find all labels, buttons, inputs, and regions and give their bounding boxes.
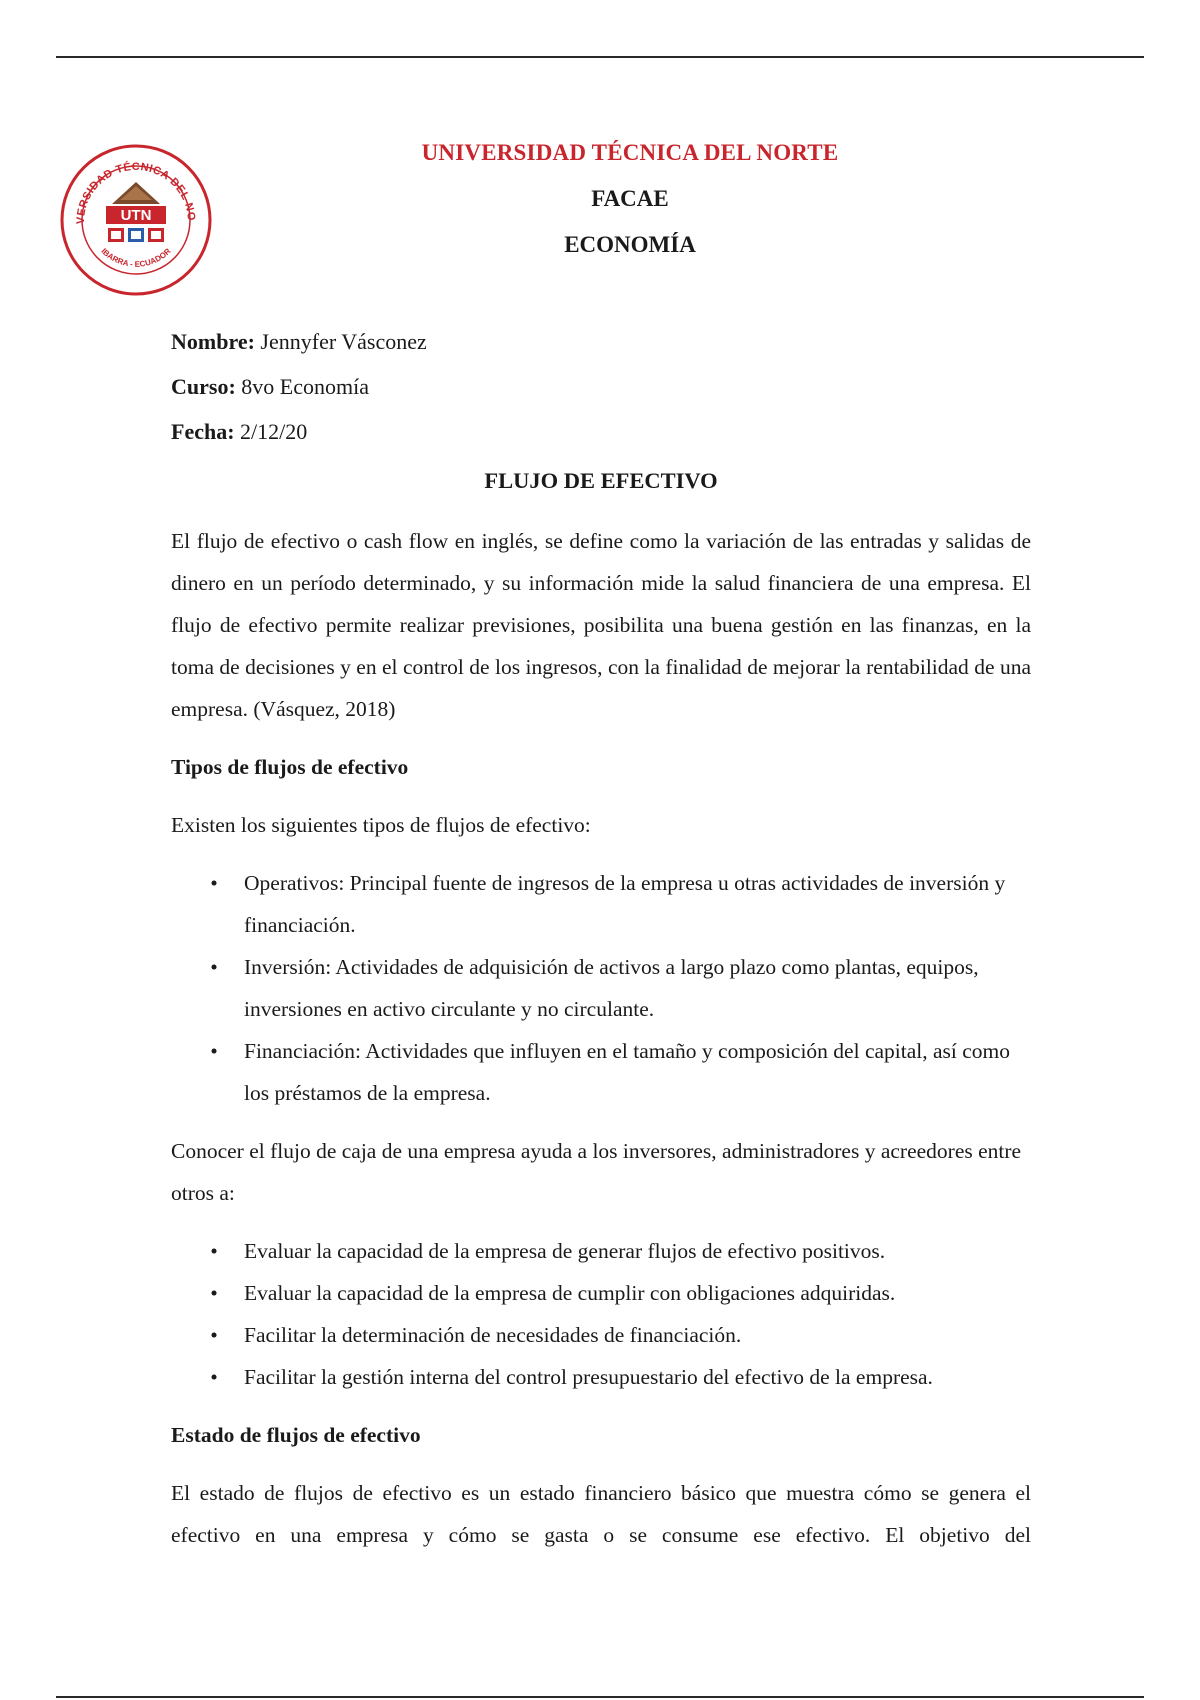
logo-arc-text: VERSIDAD TÉCNICA DEL NO	[74, 161, 198, 225]
course-value: 8vo Economía	[235, 374, 369, 399]
name-label: Nombre:	[171, 329, 255, 354]
date-row	[171, 416, 427, 461]
date-value: 2/12/20	[234, 419, 308, 444]
list-item	[171, 1230, 1031, 1272]
document-header	[330, 138, 930, 276]
list-item-text: Facilitar la gestión interna del control presupuestario del efectivo de la empresa.	[244, 1365, 933, 1389]
benefits-list	[171, 1230, 1031, 1398]
student-info	[171, 326, 427, 461]
career-name: ECONOMÍA	[564, 232, 696, 257]
list-item	[171, 862, 1031, 946]
date-label: Fecha:	[171, 419, 235, 444]
list-item-text: Operativos: Principal fuente de ingresos de la empresa u otras actividades de inversión y financiación.	[244, 871, 1006, 937]
utn-logo	[58, 142, 214, 298]
list-item-text: Inversión: Actividades de adquisición de activos a largo plazo como plantas, equipos, inversiones en activo circulante y no circulante.	[244, 955, 979, 1021]
course-label: Curso:	[171, 374, 236, 399]
bullet-icon: •	[210, 1281, 218, 1305]
top-rule	[56, 56, 1144, 58]
course-row	[171, 371, 427, 416]
document-body	[171, 520, 1031, 1556]
types-lead: Existen los siguientes tipos de flujos de efectivo:	[171, 813, 591, 837]
document-title: FLUJO DE EFECTIVO	[484, 468, 718, 493]
bullet-icon: •	[210, 1039, 218, 1063]
bullet-icon: •	[210, 1323, 218, 1347]
section-heading-types: Tipos de flujos de efectivo	[171, 755, 409, 779]
list-item-text: Financiación: Actividades que influyen en el tamaño y composición del capital, así como los préstamos de la empresa.	[244, 1039, 1011, 1105]
logo-acronym: UTN	[120, 207, 152, 224]
benefits-lead: Conocer el flujo de caja de una empresa ayuda a los inversores, administradores y acreedores entre otros a:	[171, 1139, 1022, 1205]
list-item	[171, 1272, 1031, 1314]
university-name: UNIVERSIDAD TÉCNICA DEL NORTE	[421, 140, 839, 165]
name-value: Jennyfer Vásconez	[254, 329, 427, 354]
list-item-text: Facilitar la determinación de necesidades de financiación.	[244, 1323, 742, 1347]
logo-bottom-text: IBARRA - ECUADOR	[99, 246, 173, 269]
section-heading-statement: Estado de flujos de efectivo	[171, 1423, 421, 1447]
bullet-icon: •	[210, 871, 218, 895]
list-item	[171, 946, 1031, 1030]
list-item	[171, 1030, 1031, 1114]
name-row	[171, 326, 427, 371]
bottom-rule	[56, 1696, 1144, 1698]
list-item	[171, 1314, 1031, 1356]
bullet-icon: •	[210, 1365, 218, 1389]
intro-paragraph: El flujo de efectivo o cash flow en inglés, se define como la variación de las entradas y salidas de dinero en un período determinado, y su información mide la salud financiera de una empresa. El flujo de efectivo permite realizar previsiones, posibilita una buena gestión en las finanzas, en la toma de decisiones y en el control de los ingresos, con la finalidad de mejorar la rentabilidad de una empresa. (Vásquez, 2018)	[171, 529, 1031, 721]
bullet-icon: •	[210, 1239, 218, 1263]
list-item	[171, 1356, 1031, 1398]
list-item-text: Evaluar la capacidad de la empresa de cumplir con obligaciones adquiridas.	[244, 1281, 896, 1305]
faculty-name: FACAE	[591, 186, 669, 211]
types-list	[171, 862, 1031, 1114]
list-item-text: Evaluar la capacidad de la empresa de generar flujos de efectivo positivos.	[244, 1239, 886, 1263]
statement-paragraph: El estado de flujos de efectivo es un estado financiero básico que muestra cómo se genera el efectivo en una empresa y cómo se gasta o se consume ese efectivo. El objetivo del	[171, 1481, 1031, 1547]
bullet-icon: •	[210, 955, 218, 979]
